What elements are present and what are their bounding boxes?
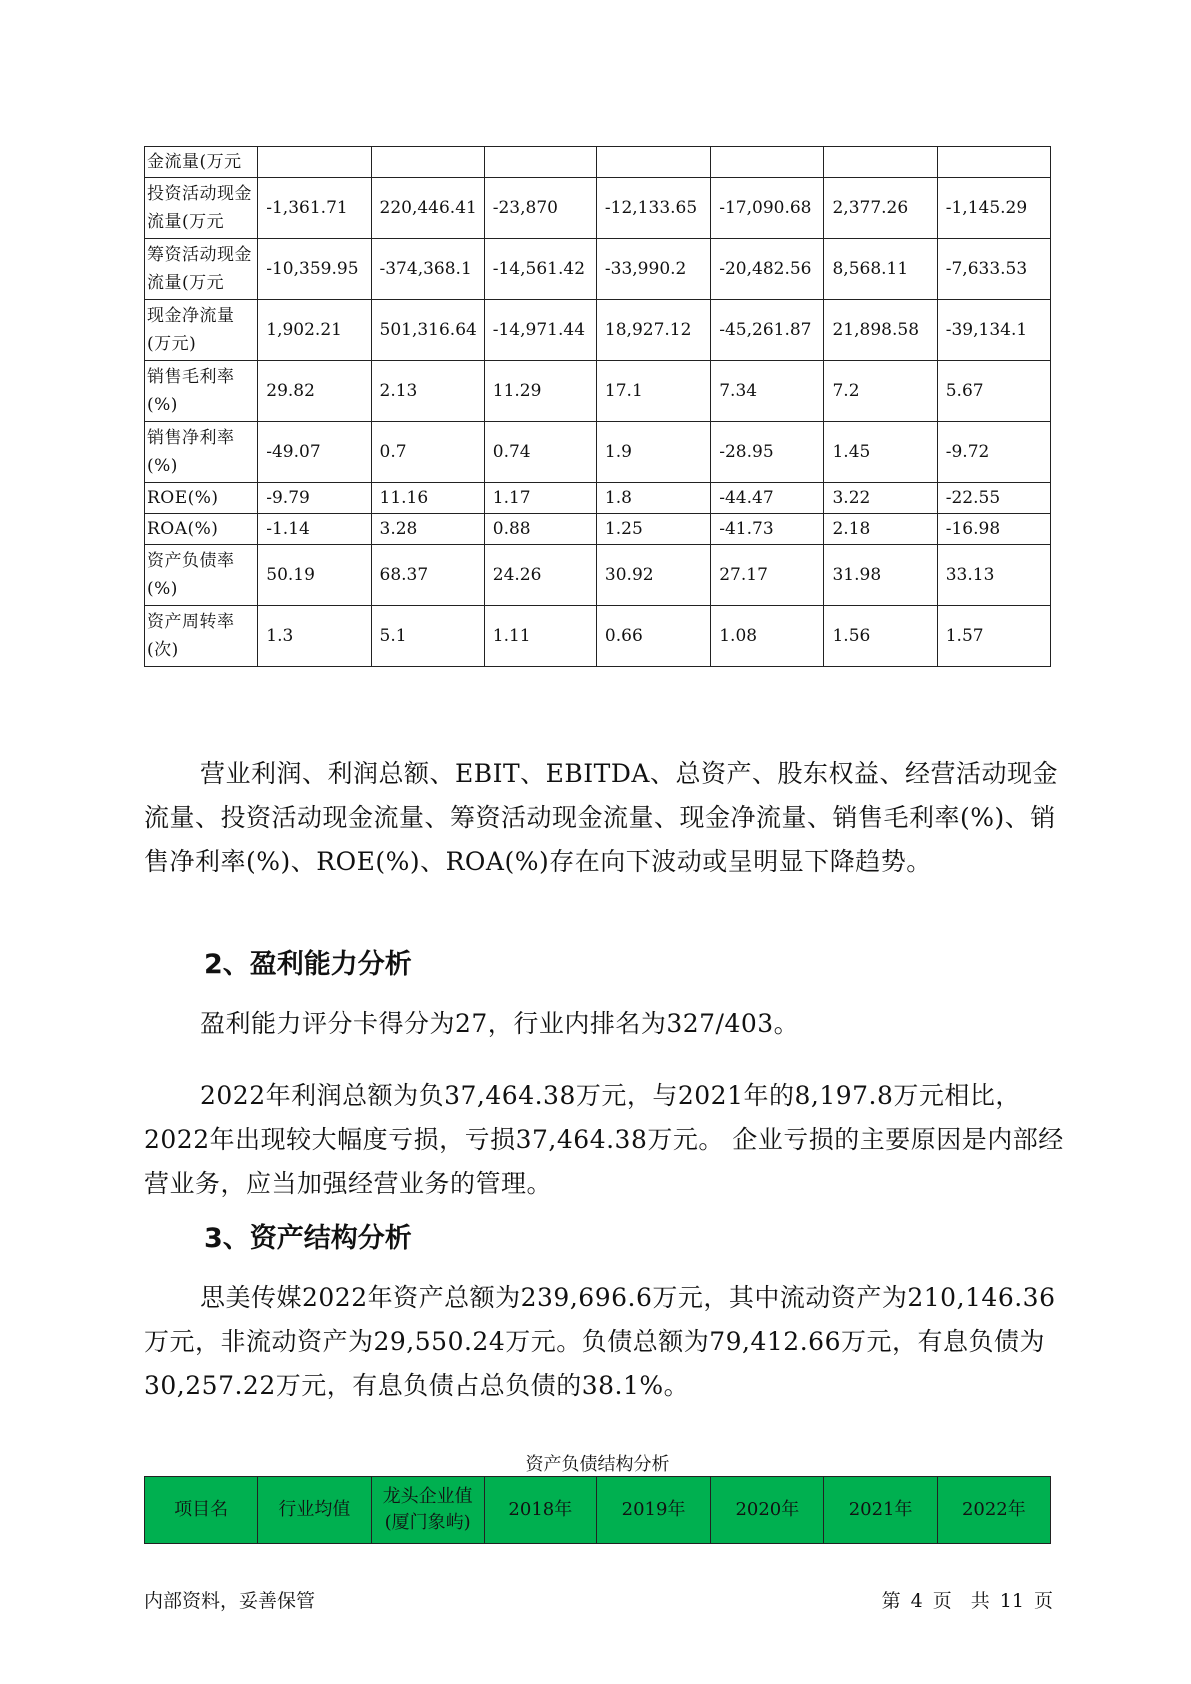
header-cell: 2020年 <box>711 1477 824 1544</box>
table-cell <box>484 147 596 178</box>
row-label: 筹资活动现金流量(万元 <box>145 239 258 300</box>
table-cell: -1,145.29 <box>937 178 1050 239</box>
header-cell: 行业均值 <box>258 1477 371 1544</box>
table-cell: -39,134.1 <box>937 300 1050 361</box>
row-label: 资产周转率(次) <box>145 606 258 667</box>
table-cell: 21,898.58 <box>824 300 937 361</box>
table-cell: 0.7 <box>371 422 484 483</box>
table-cell: 1,902.21 <box>258 300 371 361</box>
table-cell: -41.73 <box>711 514 824 545</box>
table-cell: -1.14 <box>258 514 371 545</box>
header-cell: 2019年 <box>596 1477 710 1544</box>
table-cell: 11.16 <box>371 483 484 514</box>
table-cell: -22.55 <box>937 483 1050 514</box>
table-cell <box>711 147 824 178</box>
row-label: ROA(%) <box>145 514 258 545</box>
table-cell: -14,971.44 <box>484 300 596 361</box>
table-cell: -33,990.2 <box>596 239 710 300</box>
table-cell: 5.67 <box>937 361 1050 422</box>
row-label: ROE(%) <box>145 483 258 514</box>
table-cell <box>371 147 484 178</box>
profit-analysis-paragraph: 2022年利润总额为负37,464.38万元，与2021年的8,197.8万元相比，2022年出现较大幅度亏损，亏损37,464.38万元。 企业亏损的主要原因是内部经营业务，应当加强经营业务的管理。 <box>144 1081 1064 1198</box>
table-cell: 17.1 <box>596 361 710 422</box>
balance-structure-table <box>144 1476 1051 1544</box>
table-cell <box>258 147 371 178</box>
table-row <box>145 361 1051 422</box>
table-cell: -44.47 <box>711 483 824 514</box>
table-cell: -49.07 <box>258 422 371 483</box>
table-cell: 501,316.64 <box>371 300 484 361</box>
section-heading-asset-structure: 3、资产结构分析 <box>204 1223 412 1254</box>
table-cell: 1.45 <box>824 422 937 483</box>
table-cell: 3.22 <box>824 483 937 514</box>
table-cell: 24.26 <box>484 545 596 606</box>
table-cell <box>824 147 937 178</box>
row-label: 销售毛利率(%) <box>145 361 258 422</box>
table-row <box>145 483 1051 514</box>
table-cell: 29.82 <box>258 361 371 422</box>
table-cell: 68.37 <box>371 545 484 606</box>
table-cell: -16.98 <box>937 514 1050 545</box>
table-cell: 2.13 <box>371 361 484 422</box>
section-heading-profitability: 2、盈利能力分析 <box>204 949 412 980</box>
table-cell: 27.17 <box>711 545 824 606</box>
table-cell: 1.08 <box>711 606 824 667</box>
header-cell: 项目名 <box>145 1477 258 1544</box>
header-cell: 2021年 <box>824 1477 937 1544</box>
table-cell <box>596 147 710 178</box>
row-label: 销售净利率(%) <box>145 422 258 483</box>
table-header-row <box>145 1477 1051 1544</box>
table-cell: 0.66 <box>596 606 710 667</box>
table-cell: -23,870 <box>484 178 596 239</box>
table-cell: 33.13 <box>937 545 1050 606</box>
table-cell: 1.17 <box>484 483 596 514</box>
table-cell: 5.1 <box>371 606 484 667</box>
table-cell: -20,482.56 <box>711 239 824 300</box>
table-row <box>145 545 1051 606</box>
table-cell: -12,133.65 <box>596 178 710 239</box>
table-cell: 1.8 <box>596 483 710 514</box>
table-row <box>145 239 1051 300</box>
table-cell: 7.34 <box>711 361 824 422</box>
table-cell: 1.25 <box>596 514 710 545</box>
table-cell: 0.74 <box>484 422 596 483</box>
table-cell: 0.88 <box>484 514 596 545</box>
row-label: 投资活动现金流量(万元 <box>145 178 258 239</box>
table-row <box>145 422 1051 483</box>
table-cell: -45,261.87 <box>711 300 824 361</box>
table-row <box>145 606 1051 667</box>
table-cell: 11.29 <box>484 361 596 422</box>
table-cell: 18,927.12 <box>596 300 710 361</box>
table-cell: -17,090.68 <box>711 178 824 239</box>
table-cell: -7,633.53 <box>937 239 1050 300</box>
header-cell: 2022年 <box>937 1477 1050 1544</box>
header-cell: 2018年 <box>484 1477 596 1544</box>
table-cell: 1.56 <box>824 606 937 667</box>
table-cell: 1.57 <box>937 606 1050 667</box>
table-cell: 31.98 <box>824 545 937 606</box>
table-cell <box>937 147 1050 178</box>
table-row <box>145 514 1051 545</box>
table-cell: 7.2 <box>824 361 937 422</box>
table-cell: 50.19 <box>258 545 371 606</box>
table-cell: -9.79 <box>258 483 371 514</box>
financial-indicators-table <box>144 146 1051 667</box>
table-cell: 1.3 <box>258 606 371 667</box>
table-cell: -9.72 <box>937 422 1050 483</box>
table-cell: 2,377.26 <box>824 178 937 239</box>
table-cell: 1.11 <box>484 606 596 667</box>
profitability-score-paragraph: 盈利能力评分卡得分为27，行业内排名为327/403。 <box>200 1009 800 1038</box>
header-cell: 龙头企业值(厦门象屿) <box>371 1477 484 1544</box>
row-label: 现金净流量(万元) <box>145 300 258 361</box>
row-label: 金流量(万元 <box>145 147 258 178</box>
table-cell: -14,561.42 <box>484 239 596 300</box>
table-cell: -28.95 <box>711 422 824 483</box>
table-cell: 8,568.11 <box>824 239 937 300</box>
row-label: 资产负债率(%) <box>145 545 258 606</box>
table-cell: 3.28 <box>371 514 484 545</box>
table-caption: 资产负债结构分析 <box>525 1454 670 1475</box>
table-row <box>145 300 1051 361</box>
table-cell: -10,359.95 <box>258 239 371 300</box>
table-cell: 30.92 <box>596 545 710 606</box>
table-cell: 2.18 <box>824 514 937 545</box>
footer-confidential-note: 内部资料，妥善保管 <box>144 1590 316 1612</box>
trend-summary-paragraph: 营业利润、利润总额、EBIT、EBITDA、总资产、股东权益、经营活动现金流量、投资活动现金流量、筹资活动现金流量、现金净流量、销售毛利率(%)、销售净利率(%)、ROE(%)、ROA(%)存在向下波动或呈明显下降趋势。 <box>144 759 1058 876</box>
table-cell: 1.9 <box>596 422 710 483</box>
table-row <box>145 178 1051 239</box>
table-cell: -374,368.1 <box>371 239 484 300</box>
table-cell: -1,361.71 <box>258 178 371 239</box>
table-cell: 220,446.41 <box>371 178 484 239</box>
table-row <box>145 147 1051 178</box>
asset-structure-paragraph: 思美传媒2022年资产总额为239,696.6万元，其中流动资产为210,146.36万元，非流动资产为29,550.24万元。负债总额为79,412.66万元，有息负债为30,257.22万元，有息负债占总负债的38.1%。 <box>144 1283 1056 1400</box>
footer-page-number: 第 4 页 共 11 页 <box>881 1590 1053 1612</box>
